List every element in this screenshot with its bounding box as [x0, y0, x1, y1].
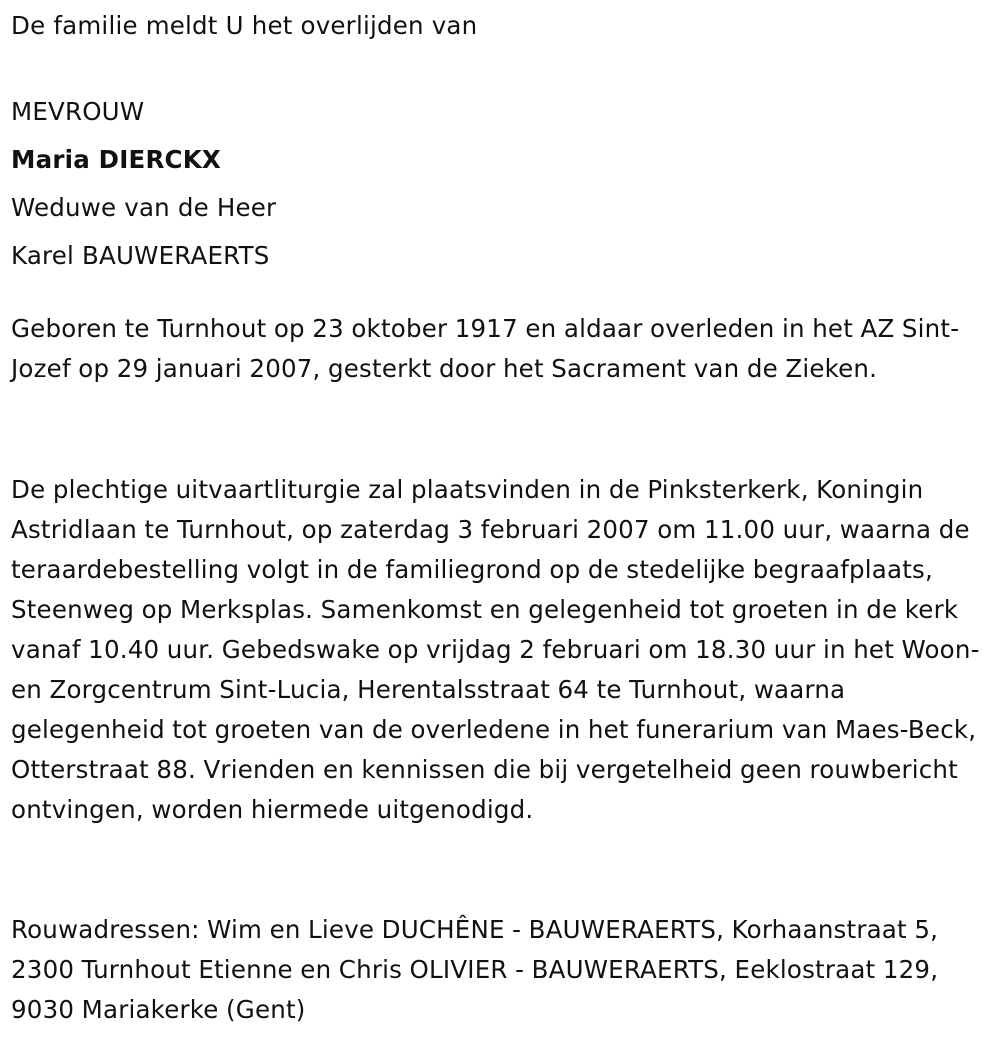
honorific: MEVROUW	[11, 97, 145, 126]
birth-death-paragraph: Geboren te Turnhout op 23 oktober 1917 en aldaar overleden in het AZ Sint-Jozef op 29 januari 2007, gesterkt door het Sacrament van de Zieken.	[11, 314, 960, 383]
deceased-block	[11, 88, 276, 280]
intro-text: De familie meldt U het overlijden van	[11, 11, 478, 40]
deceased-name: Maria DIERCKX	[11, 145, 221, 174]
widow-line: Weduwe van de Heer	[11, 193, 277, 222]
funeral-paragraph: De plechtige uitvaartliturgie zal plaatsvinden in de Pinksterkerk, Koningin Astridlaan te Turnhout, op zaterdag 3 februari 2007 om 11.00 uur, waarna de teraardebestelling volgt in de familiegrond op de stedelijke begraafplaats, Steenweg op Merksplas. Samenkomst en gelegenheid tot groeten in de kerk vanaf 10.40 uur. Gebedswake op vrijdag 2 februari om 18.30 uur in het Woon- en Zorgcentrum Sint-Lucia, Herentalsstraat 64 te Turnhout, waarna gelegenheid tot groeten van de overledene in het funerarium van Maes-Beck, Otterstraat 88. Vrienden en kennissen die bij vergetelheid geen rouwbericht ontvingen, worden hiermede uitgenodigd.	[11, 475, 980, 824]
spouse-name: Karel BAUWERAERTS	[11, 241, 270, 270]
condolence-addresses: Rouwadressen: Wim en Lieve DUCHÊNE - BAUWERAERTS, Korhaanstraat 5, 2300 Turnhout Etienne en Chris OLIVIER - BAUWERAERTS, Eeklostraat 129, 9030 Mariakerke (Gent)	[11, 915, 939, 1024]
